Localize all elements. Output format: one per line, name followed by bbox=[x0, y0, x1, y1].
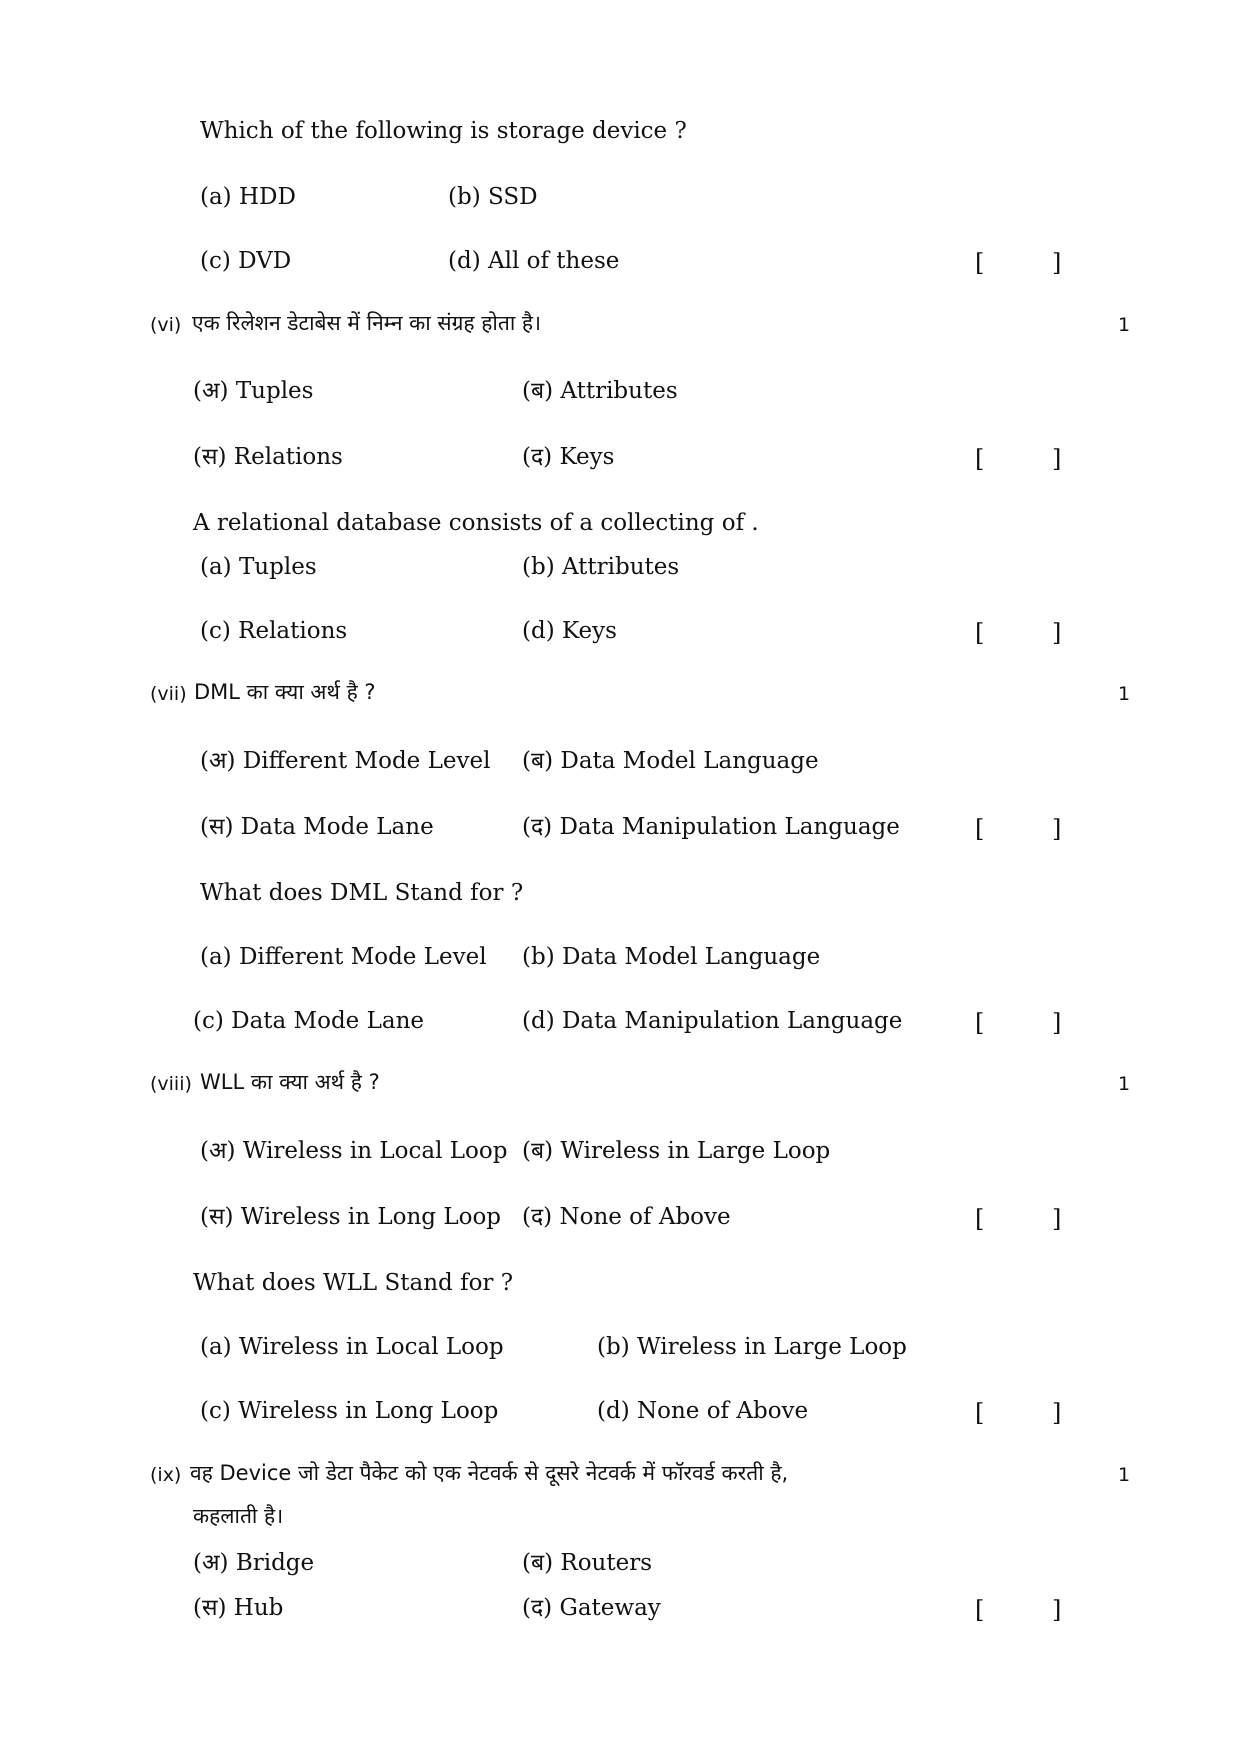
answer-box[interactable]: [ ] bbox=[975, 1399, 1092, 1427]
question-text-english: What does DML Stand for ? bbox=[200, 880, 524, 906]
question-text-english: A relational database consists of a collecting of . bbox=[193, 510, 759, 536]
option-d-hindi: (द) Data Manipulation Language bbox=[522, 814, 900, 840]
question-number: (viii) bbox=[150, 1073, 192, 1095]
question-number: (ix) bbox=[150, 1464, 182, 1486]
option-b-hindi: (ब) Wireless in Large Loop bbox=[522, 1138, 831, 1164]
option-b-hindi: (ब) Routers bbox=[522, 1550, 653, 1576]
option-d: (d) All of these bbox=[448, 248, 620, 274]
option-c-hindi: (स) Relations bbox=[193, 444, 343, 470]
question-text-english: What does WLL Stand for ? bbox=[193, 1270, 514, 1296]
option-a-hindi: (अ) Bridge bbox=[193, 1550, 315, 1576]
option-a-hindi: (अ) Wireless in Local Loop bbox=[200, 1138, 508, 1164]
option-b: (b) Attributes bbox=[522, 554, 680, 580]
answer-box[interactable]: [ ] bbox=[975, 1596, 1092, 1624]
option-b-hindi: (ब) Attributes bbox=[522, 378, 678, 404]
option-a: (a) Different Mode Level bbox=[200, 944, 487, 970]
option-c: (c) Data Mode Lane bbox=[193, 1008, 425, 1034]
option-d: (d) Data Manipulation Language bbox=[522, 1008, 903, 1034]
marks: 1 bbox=[1118, 1464, 1131, 1486]
answer-box[interactable]: [ ] bbox=[975, 815, 1092, 843]
option-d: (d) None of Above bbox=[597, 1398, 809, 1424]
question-text-hindi-cont: कहलाती है। bbox=[193, 1504, 284, 1528]
option-a: (a) HDD bbox=[200, 184, 296, 210]
question-text-hindi: एक रिलेशन डेटाबेस में निम्न का संग्रह होता है। bbox=[192, 311, 542, 335]
option-d: (d) Keys bbox=[522, 618, 617, 644]
answer-box[interactable]: [ ] bbox=[975, 1009, 1092, 1037]
option-c-hindi: (स) Hub bbox=[193, 1595, 284, 1621]
option-c: (c) DVD bbox=[200, 248, 292, 274]
answer-box[interactable]: [ ] bbox=[975, 1205, 1092, 1233]
option-d-hindi: (द) Keys bbox=[522, 444, 615, 470]
option-a: (a) Tuples bbox=[200, 554, 317, 580]
answer-box[interactable]: [ ] bbox=[975, 619, 1092, 647]
option-a-hindi: (अ) Different Mode Level bbox=[200, 748, 491, 774]
option-b: (b) SSD bbox=[448, 184, 538, 210]
option-c: (c) Wireless in Long Loop bbox=[200, 1398, 499, 1424]
answer-box[interactable]: [ ] bbox=[975, 249, 1092, 277]
option-a: (a) Wireless in Local Loop bbox=[200, 1334, 504, 1360]
marks: 1 bbox=[1118, 314, 1131, 336]
option-c-hindi: (स) Data Mode Lane bbox=[200, 814, 434, 840]
answer-box[interactable]: [ ] bbox=[975, 445, 1092, 473]
question-text-hindi: वह Device जो डेटा पैकेट को एक नेटवर्क से दूसरे नेटवर्क में फॉरवर्ड करती है, bbox=[190, 1461, 789, 1485]
option-c-hindi: (स) Wireless in Long Loop bbox=[200, 1204, 502, 1230]
option-b: (b) Data Model Language bbox=[522, 944, 821, 970]
question-text: Which of the following is storage device ? bbox=[200, 118, 687, 144]
option-c: (c) Relations bbox=[200, 618, 348, 644]
marks: 1 bbox=[1118, 683, 1131, 705]
marks: 1 bbox=[1118, 1073, 1131, 1095]
option-a-hindi: (अ) Tuples bbox=[193, 378, 314, 404]
option-d-hindi: (द) Gateway bbox=[522, 1595, 661, 1621]
question-number: (vi) bbox=[150, 314, 182, 336]
question-text-hindi: DML का क्या अर्थ है ? bbox=[194, 680, 376, 704]
option-b-hindi: (ब) Data Model Language bbox=[522, 748, 819, 774]
option-b: (b) Wireless in Large Loop bbox=[597, 1334, 907, 1360]
question-number: (vii) bbox=[150, 683, 187, 705]
question-text-hindi: WLL का क्या अर्थ है ? bbox=[200, 1070, 380, 1094]
option-d-hindi: (द) None of Above bbox=[522, 1204, 731, 1230]
